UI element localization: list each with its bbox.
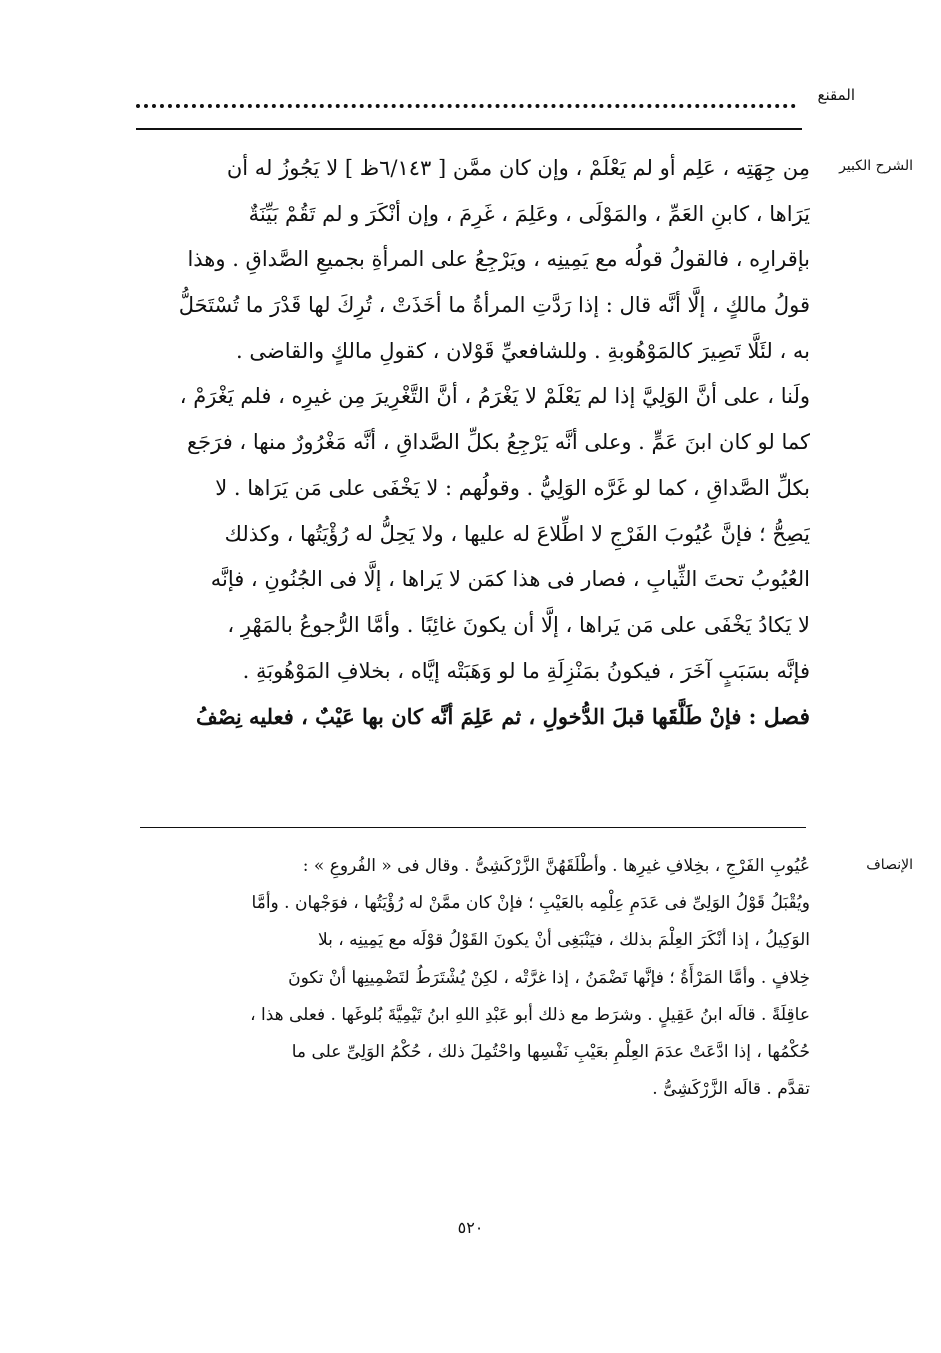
main-line: لا يَكادُ يَخْفَى على مَن يَراها ، إلَّا أن يكونَ غائِبًا . وأمَّا الرُّجوعُ بالمَهْرِ ، [227,612,810,637]
fasl-text: : فإنْ طَلَّقَها قبلَ الدُّخولِ ، ثم عَلِمَ أنَّه كان بها عَيْبٌ ، فعليه نِصْفُ [195,704,757,730]
fasl-heading: فصل [763,704,810,731]
main-line: بكلِّ الصَّداقِ ، كما لو غَرَّه الوَلِيُّ . وقولُهم : لا يَخْفَى على مَن يَرَاها . لا [215,475,810,500]
main-line: يَرَاها ، كابنِ العَمِّ ، والمَوْلَى ، وعَلِمَ ، غَرِمَ ، وإن أنْكَرَ و لم تَقُمْ بَيِّنَةٌ [248,201,810,226]
section-label-sharh: الشرح الكبير [839,158,913,174]
notes-line: ويُقْبَلُ قَوْلُ الوَلِىِّ فى عَدَمِ عِلْمِه بالعَيْبِ ؛ فإنْ كان ممَّنْ له رُؤْيَتُها ، فوَجْهان . وأمَّا [251,893,810,914]
section-label-insaf: الإنصاف [866,857,913,873]
main-line: ولَنا ، على أنَّ الوَلِيَّ إذا لم يَعْلَمْ لا يَغْرَمُ ، أنَّ التَّغْرِيرَ مِن غيرِه ، فلم يَغْرَمْ ، [179,384,810,409]
main-line: بإقرارِه ، فالقولُ قولُه مع يَمِينِه ، ويَرْجِعُ على المرأةِ بجميعِ الصَّداقِ . وهذا [187,247,810,272]
main-line: قولُ مالكٍ ، إلَّا أنَّه قال : إذا رَدَّتِ المرأةُ ما أخَذَتْ ، تُرِكَ لها قَدْرَ ما تُسْتَحَلُّ [178,293,810,318]
main-line: العُيُوبُ تحتَ الثِّيابِ ، فصار فى هذا كمَن لا يَراها ، إلَّا فى الجُنُونِ ، فإنَّه [210,567,810,592]
page-number: ٥٢٠ [457,1218,484,1237]
running-head: المقنع [817,86,855,104]
fasl-line [128,694,810,740]
main-line: كما لو كان ابنَ عَمٍّ . وعلى أنَّه يَرْجِعُ بكلِّ الصَّداقِ ، أنَّه مَغْرُورٌ منها ، فرَجَع [186,430,810,455]
notes-line: حُكْمُها ، إذا ادَّعَتْ عدَمَ العِلْمِ بعَيْبِ نَفْسِها واحْتُمِلَ ذلك ، حُكْمُ الوَلِىِّ على ما [291,1041,810,1062]
notes-text [128,848,810,1108]
notes-line: تقدَّم . قالَه الزَّرْكَشِىُّ . [652,1079,810,1100]
main-line: يَصِحُّ ؛ فإنَّ عُيُوبَ الفَرْجِ لا اطِّلاعَ له عليها ، ولا يَحِلُّ له رُؤْيَتُها ، وكذلك [224,521,810,546]
main-line: مِن جِهَتِه ، عَلِم أو لم يَعْلَمْ ، وإن كان ممَّن [ ٦/١٤٣ظ ] لا يَجُوزُ له أن [226,156,810,180]
notes-line: خِلافٍ . وأمَّا المَرْأَةُ ؛ فإنَّها تَضْمَنُ ، إذا غرَّتْه ، لكِنْ يُشْتَرَطُ لتَضْمِينِها أنْ تكونَ [288,967,810,988]
main-line: فإنَّه بسَبَبٍ آخَرَ ، فيكونُ بمَنْزِلَةِ ما لو وَهَبَتْه إيَّاه ، بخلافِ المَوْهُوبَةِ . [242,658,810,683]
notes-line: عاقِلَةً . قالَه ابنُ عَقِيلٍ . وشرَط مع ذلك أبو عَبْدِ اللهِ ابنُ تَيْمِيَّةَ بُلوغَها . فعلى هذا ، [250,1004,810,1025]
top-rule [136,128,802,130]
notes-line: الوَكِيلُ ، إذا أنْكَرَ العِلْمَ بذلك ، فيَنْبَغِى أنْ يكونَ القَوْلُ قوْلَه مع يَمِينِه ، بلا [317,930,810,951]
main-line: به ، لئَلَّا تَصِيرَ كالمَوْهُوبةِ . وللشافعيِّ قَوْلان ، كقولِ مالكٍ والقاضى . [236,338,810,363]
main-text [128,146,810,740]
notes-line: عُيُوبِ الفَرْجِ ، بخِلافِ غيرِها . وأطْلَقَهُنَّ الزَّرْكَشِىُّ . وقال فى « الفُروعِ » : [302,856,810,876]
dotted-rule [136,104,796,108]
section-divider [140,827,806,828]
